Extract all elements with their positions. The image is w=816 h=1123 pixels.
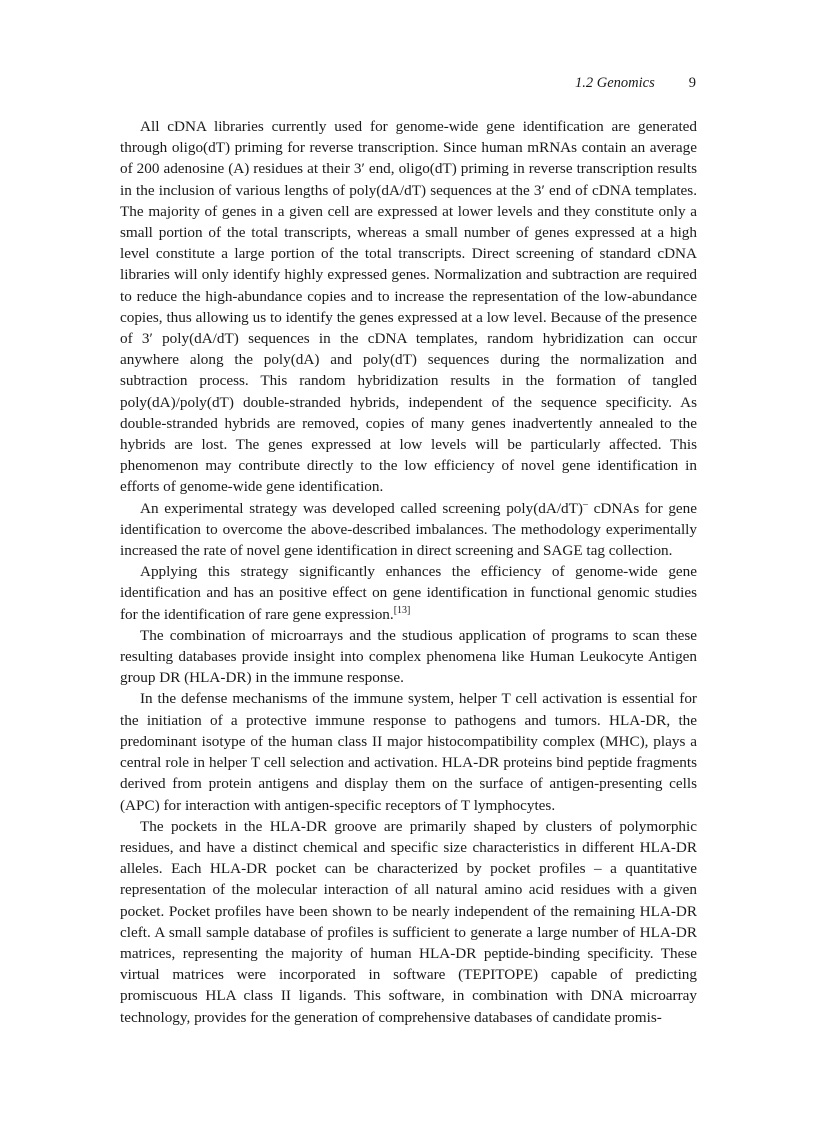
superscript: – bbox=[582, 498, 588, 510]
paragraph-text: Applying this strategy significantly enhances the efficiency of genome-wide gene identification and has an positive effect on gene identification in functional genomic studies for the identification of rare gene expression. bbox=[120, 563, 697, 623]
paragraph-text: cDNAs for gene identification to overcome the above-described imbalances. The methodology experimentally increased the rate of novel gene identification in direct screening and SAGE tag collection. bbox=[120, 499, 697, 560]
paragraph-screening-strategy bbox=[120, 498, 697, 562]
paragraph-hla-dr-pockets: The pockets in the HLA-DR groove are primarily shaped by clusters of polymorphic residues, and have a distinct chemical and specific size characteristics in different HLA-DR alleles. Each HLA-DR pocket can be characterized by pocket profiles – a quantitative representation of the molecular interaction of all natural amino acid residues with a given pocket. Pocket profiles have been shown to be nearly independent of the remaining HLA-DR cleft. A small sample database of profiles is sufficient to generate a large number of HLA-DR matrices, representing the majority of human HLA-DR peptide-binding specificity. These virtual matrices were incorporated in software (TEPITOPE) capable of predicting promiscuous HLA class II ligands. This software, in combination with DNA microarray technology, provides for the generation of comprehensive databases of candidate promis- bbox=[120, 817, 697, 1026]
body-text bbox=[120, 116, 697, 1028]
paragraph-microarrays: The combination of microarrays and the studious application of programs to scan these resulting databases provide insight into complex phenomena like Human Leukocyte Antigen group DR (HLA-DR) in the immune response. bbox=[120, 626, 697, 687]
running-head bbox=[575, 75, 696, 92]
paragraph-strategy-effect bbox=[120, 561, 697, 625]
citation-13: [13] bbox=[393, 604, 411, 616]
paragraph-text: An experimental strategy was developed called screening poly(dA/dT) bbox=[140, 499, 583, 517]
paragraph-immune-defense: In the defense mechanisms of the immune system, helper T cell activation is essential for the initiation of a protective immune response to pathogens and tumors. HLA-DR, the predominant isotype of the human class II major histocompatibility complex (MHC), plays a central role in helper T cell selection and activation. HLA-DR proteins bind peptide fragments derived from protein antigens and display them on the surface of antigen-presenting cells (APC) for interaction with antigen-specific receptors of T lymphocytes. bbox=[120, 690, 697, 814]
section-title: 1.2 Genomics bbox=[575, 75, 655, 91]
paragraph-cdna-libraries: All cDNA libraries currently used for genome-wide gene identification are generated through oligo(dT) priming for reverse transcription. Since human mRNAs contain an average of 200 adenosine (A) residues at their 3′ end, oligo(dT) priming in reverse transcription results in the inclusion of various lengths of poly(dA/dT) sequences at the 3′ end of cDNA templates. The majority of genes in a given cell are expressed at lower levels and they constitute only a small portion of the total transcripts, whereas a small number of genes expressed at a high level constitute a large portion of the total transcripts. Direct screening of standard cDNA libraries will only identify highly expressed genes. Normalization and subtraction are required to reduce the high-abundance copies and to increase the representation of the low-abundance copies, thus allowing us to identify the genes expressed at a low level. Because of the presence of 3′ poly(dA/dT) sequences in the cDNA templates, random hybridization can occur anywhere along the poly(dA) and poly(dT) sequences during the normalization and subtraction process. This random hybridization results in the formation of tangled poly(dA)/poly(dT) double-stranded hybrids, independent of the sequence specificity. As double-stranded hybrids are removed, copies of many genes inadvertently annealed to the hybrids are lost. The genes expressed at low levels will be particularly affected. This phenomenon may contribute directly to the low efficiency of novel gene identification in efforts of genome-wide gene identification. bbox=[120, 118, 697, 496]
page-number: 9 bbox=[688, 75, 696, 91]
